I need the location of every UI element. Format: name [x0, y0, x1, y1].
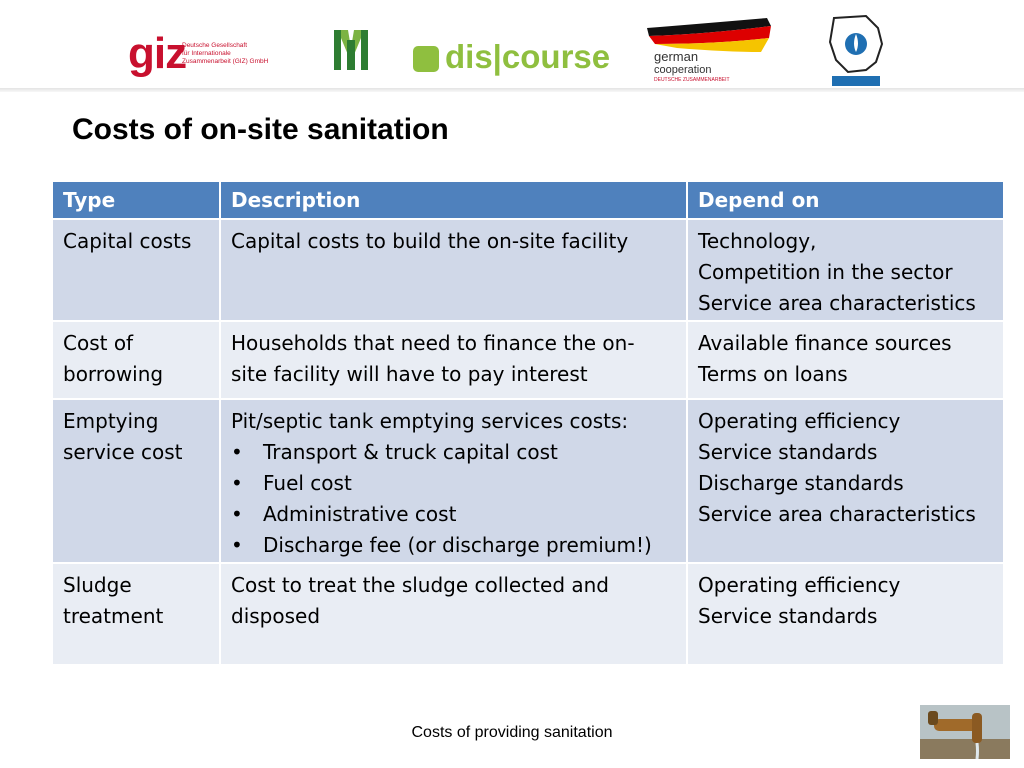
- cell-depend-on: Technology, Competition in the sector Service area characteristics: [687, 219, 1004, 321]
- cell-depend-on: Operating efficiency Service standards: [687, 563, 1004, 665]
- slide-footer: Costs of providing sanitation: [411, 724, 613, 741]
- giz-logo-text: Deutsche Gesellschaft für Internationale Zusammenarbeit (GIZ) GmbH: [182, 42, 269, 65]
- cell-description: Pit/septic tank emptying services costs: • Transport & truck capital cost • Fuel cost • Administrative cost • Discharge fee (or discharge premium!): [220, 399, 687, 563]
- table-header-row: [52, 181, 1004, 219]
- bullet-icon: •: [231, 440, 243, 464]
- cell-type: Capital costs: [52, 219, 220, 321]
- header-divider: [0, 88, 1024, 92]
- cell-type: Sludge treatment: [52, 563, 220, 665]
- cell-description: Households that need to finance the on- site facility will have to pay interest: [220, 321, 687, 399]
- cell-depend-on: Operating efficiency Service standards Discharge standards Service area characteristics: [687, 399, 1004, 563]
- german-cooperation-line3: DEUTSCHE ZUSAMMENARBEIT: [654, 77, 730, 83]
- header-type: Type: [52, 181, 220, 219]
- table-row: [52, 399, 1004, 563]
- cell-depend-on: Available finance sources Terms on loans: [687, 321, 1004, 399]
- water-tap-photo-icon: [920, 705, 1010, 759]
- giz-logo: giz: [128, 29, 187, 78]
- header-description: Description: [220, 181, 687, 219]
- german-cooperation-line1: german: [654, 49, 699, 64]
- bullet-item: • Administrative cost: [231, 499, 676, 530]
- cell-description: Cost to treat the sludge collected and disposed: [220, 563, 687, 665]
- bullet-item: • Transport & truck capital cost: [231, 437, 676, 468]
- cell-type: Cost of borrowing: [52, 321, 220, 399]
- bullet-icon: •: [231, 533, 243, 557]
- cell-description: Capital costs to build the on-site facility: [220, 219, 687, 321]
- header-depend-on: Depend on: [687, 181, 1004, 219]
- table-row: [52, 321, 1004, 399]
- bullet-item: • Discharge fee (or discharge premium!): [231, 530, 676, 561]
- table-row: [52, 563, 1004, 665]
- bullet-item: • Fuel cost: [231, 468, 676, 499]
- costs-table: [51, 180, 1005, 666]
- slide-title: Costs of on-site sanitation: [72, 113, 449, 146]
- table-row: [52, 219, 1004, 321]
- logo-bar: giz Deutsche Gesellschaft für Internationale Zusammenarbeit (GIZ) GmbH dis|course german cooperation DEUTSCHE ZUSAMMENARBEIT: [0, 0, 1024, 92]
- german-cooperation-line2: cooperation: [654, 64, 712, 76]
- bullet-icon: •: [231, 471, 243, 495]
- bullet-icon: •: [231, 502, 243, 526]
- discourse-square-icon: [413, 46, 439, 72]
- cell-type: Emptying service cost: [52, 399, 220, 563]
- m-logo-icon: [334, 30, 368, 70]
- kenya-map-logo-icon: [826, 14, 886, 88]
